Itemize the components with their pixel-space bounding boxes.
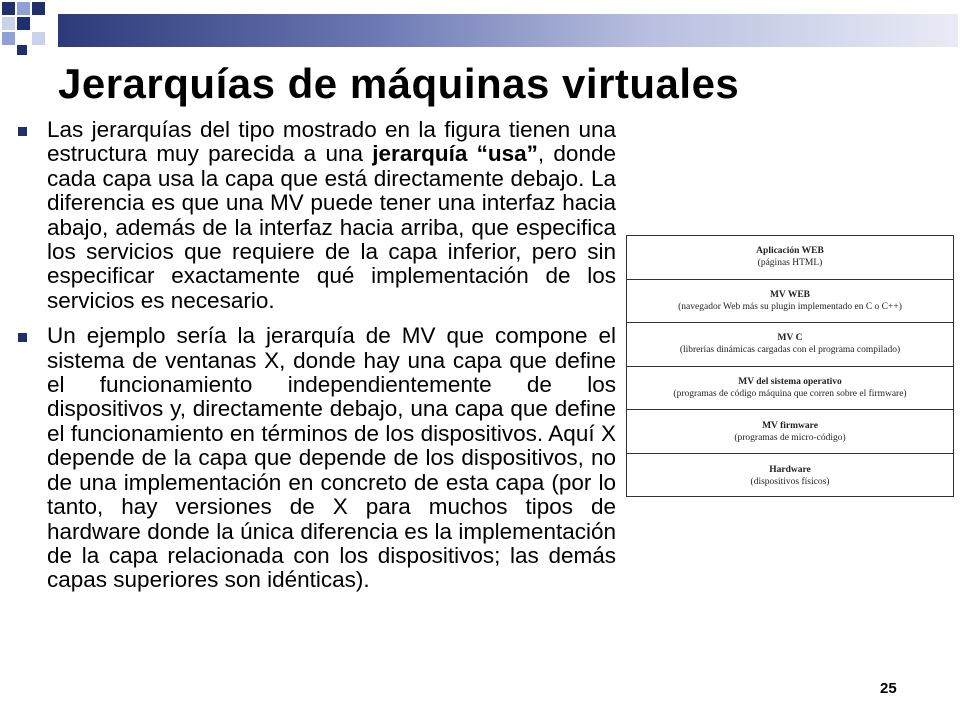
diagram-layer [627,280,953,324]
deco-square [17,45,27,55]
header-gradient-bar [58,14,958,47]
layer-name: MV del sistema operativo [738,377,842,388]
layer-description: (programas de código máquina que corren sobre el firmware) [673,389,907,400]
deco-square [32,2,45,15]
layer-name: MV firmware [762,420,818,431]
bullet-item [18,118,616,313]
layer-description: (programas de micro-código) [734,432,846,443]
deco-square [17,17,30,30]
diagram-layer [627,454,953,498]
diagram-layer [627,367,953,411]
diagram-layer [627,236,953,280]
bullet-text-part: Las jerarquías del tipo mostrado en la figura tienen una estructura muy parecida a una [47,117,616,167]
layer-name: MV C [777,333,803,344]
diagram-layer [627,323,953,367]
bullet-text [47,323,616,592]
bullet-item [18,324,616,592]
bullet-text-part: Un ejemplo sería la jerarquía de MV que compone el sistema de ventanas X, donde hay una capa que define el funcionamiento independientemente de los dispositivos y, directamente debajo, una capa que define el funcionamiento en términos de los dispositivos. Aquí X depende de la capa que depende de los dispositivos, no de una implementación en concreto de esta capa (por lo tanto, hay versiones de X para muchos tipos de hardware donde la única diferencia es la implementación de la capa relacionada con los dispositivos; las demás capas superiores son idénticas). [47,323,616,593]
diagram-layer [627,410,953,454]
deco-square [2,17,15,30]
bullet-text [47,117,616,313]
square-bullet-icon [18,333,27,342]
layer-description: (páginas HTML) [757,258,823,269]
vm-hierarchy-diagram [626,235,954,497]
deco-square [32,32,45,45]
square-bullet-icon [18,127,27,136]
bullet-bold-term: jerarquía “usa” [372,141,538,167]
layer-description: (dispositivos físicos) [750,476,830,487]
layer-description: (navegador Web más su plugin implementado en C o C++) [678,301,902,312]
bullet-text-part: , donde cada capa usa la capa que está directamente debajo. La diferencia es que una MV puede tener una interfaz hacia abajo, además de la interfaz hacia arriba, que especifica los servicios que requiere de la capa inferior, pero sin especificar exactamente qué implementación de los servicios es necesario. [47,141,616,313]
layer-name: Hardware [769,464,811,475]
bullet-list [18,118,616,604]
layer-name: MV WEB [769,289,811,300]
layer-description: (librerías dinámicas cargadas con el programa compilado) [679,345,901,356]
deco-square [2,2,15,15]
layer-name: Aplicación WEB [756,246,824,257]
slide-title: Jerarquías de máquinas virtuales [58,60,740,107]
page-number: 25 [880,680,897,697]
deco-square [2,32,15,45]
deco-square [17,2,30,15]
